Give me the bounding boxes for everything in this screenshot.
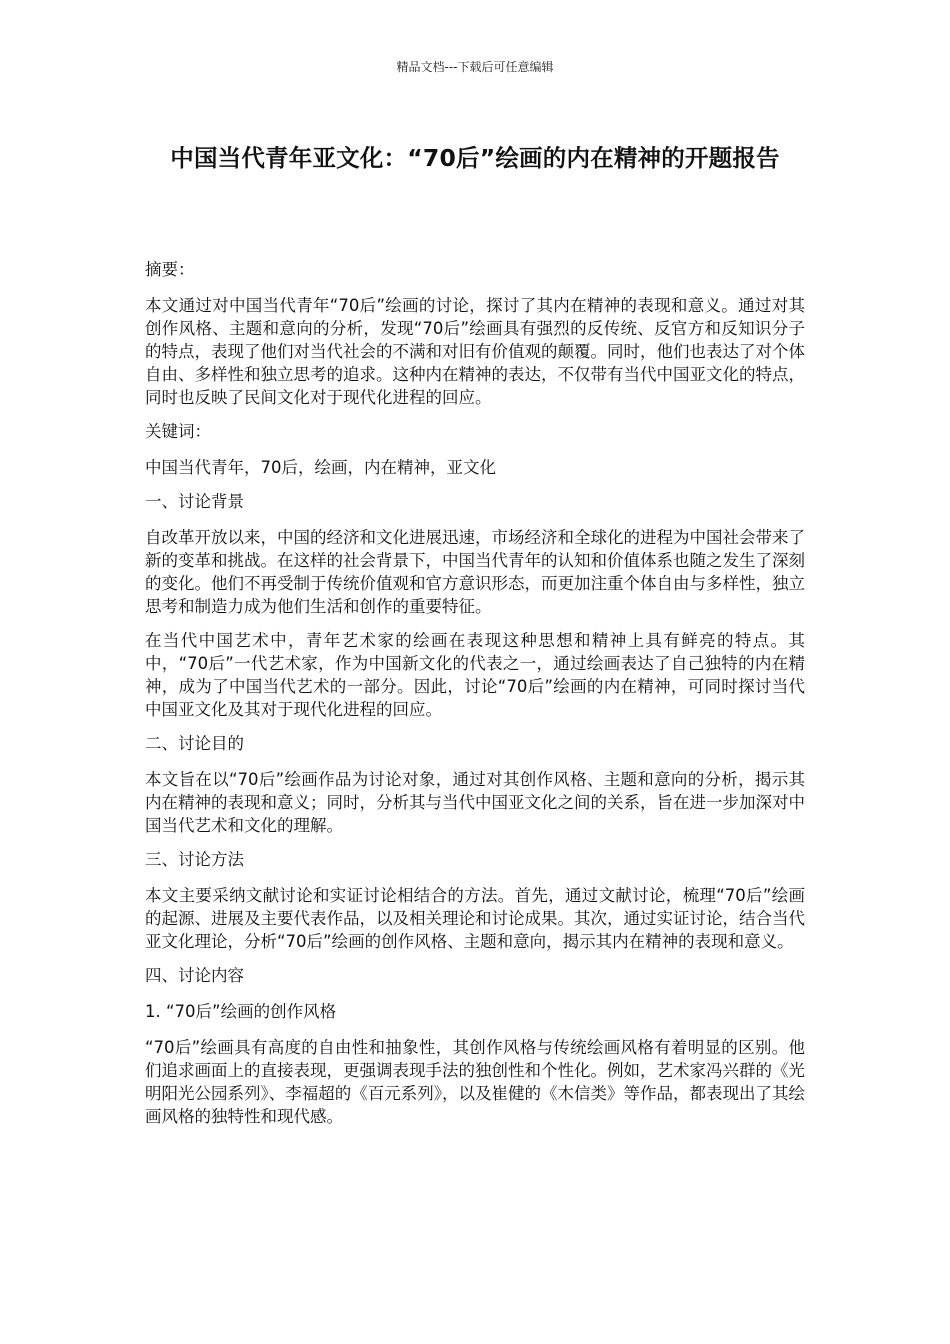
section-heading-background: 一、讨论背景 [145, 492, 244, 511]
purpose-paragraph: 本文旨在以“70后”绘画作品为讨论对象，通过对其创作风格、主题和意向的分析，揭示其内在精神的表现和意义；同时，分析其与当代中国亚文化之间的关系，旨在进一步加深对中国当代艺术和文化的理解。 [145, 770, 805, 835]
section-heading-purpose: 二、讨论目的 [145, 734, 244, 753]
abstract-paragraph: 本文通过对中国当代青年“70后”绘画的讨论，探讨了其内在精神的表现和意义。通过对其创作风格、主题和意向的分析，发现“70后”绘画具有强烈的反传统、反官方和反知识分子的特点，表现了他们对当代社会的不满和对旧有价值观的颠覆。同时，他们也表达了对个体自由、多样性和独立思考的追求。这种内在精神的表达，不仅带有当代中国亚文化的特点，同时也反映了民间文化对于现代化进程的回应。 [145, 296, 805, 407]
document-body [145, 258, 805, 1139]
section-heading-content: 四、讨论内容 [145, 966, 244, 985]
keywords-paragraph: 中国当代青年，70后，绘画，内在精神，亚文化 [145, 458, 496, 477]
abstract-heading: 摘要： [145, 260, 195, 279]
method-paragraph: 本文主要采纳文献讨论和实证讨论相结合的方法。首先，通过文献讨论，梳理“70后”绘画的起源、进展及主要代表作品，以及相关理论和讨论成果。其次，通过实证讨论，结合当代亚文化理论，分析“70后”绘画的创作风格、主题和意向，揭示其内在精神的表现和意义。 [145, 886, 805, 951]
document-title: 中国当代青年亚文化：“70后”绘画的内在精神的开题报告 [170, 144, 780, 172]
section-heading-method: 三、讨论方法 [145, 850, 244, 869]
background-paragraph-2: 在当代中国艺术中，青年艺术家的绘画在表现这种思想和精神上具有鲜亮的特点。其中，“70后”一代艺术家，作为中国新文化的代表之一，通过绘画表达了自己独特的内在精神，成为了中国当代艺术的一部分。因此，讨论“70后”绘画的内在精神，可同时探讨当代中国亚文化及其对于现代化进程的回应。 [145, 631, 805, 719]
keywords-heading: 关键词： [145, 422, 211, 441]
background-paragraph-1: 自改革开放以来，中国的经济和文化进展迅速，市场经济和全球化的进程为中国社会带来了新的变革和挑战。在这样的社会背景下，中国当代青年的认知和价值体系也随之发生了深刻的变化。他们不再受制于传统价值观和官方意识形态，而更加注重个体自由与多样性，独立思考和制造力成为他们生活和创作的重要特征。 [145, 528, 805, 616]
page-header: 精品文档---下载后可任意编辑 [396, 60, 554, 74]
style-paragraph: “70后”绘画具有高度的自由性和抽象性，其创作风格与传统绘画风格有着明显的区别。他们追求画面上的直接表现，更强调表现手法的独创性和个性化。例如，艺术家冯兴群的《光明阳光公园系列》、李福超的《百元系列》，以及崔健的《木信类》等作品，都表现出了其绘画风格的独特性和现代感。 [145, 1038, 805, 1126]
subsection-heading-style: 1. “70后”绘画的创作风格 [145, 1002, 337, 1021]
